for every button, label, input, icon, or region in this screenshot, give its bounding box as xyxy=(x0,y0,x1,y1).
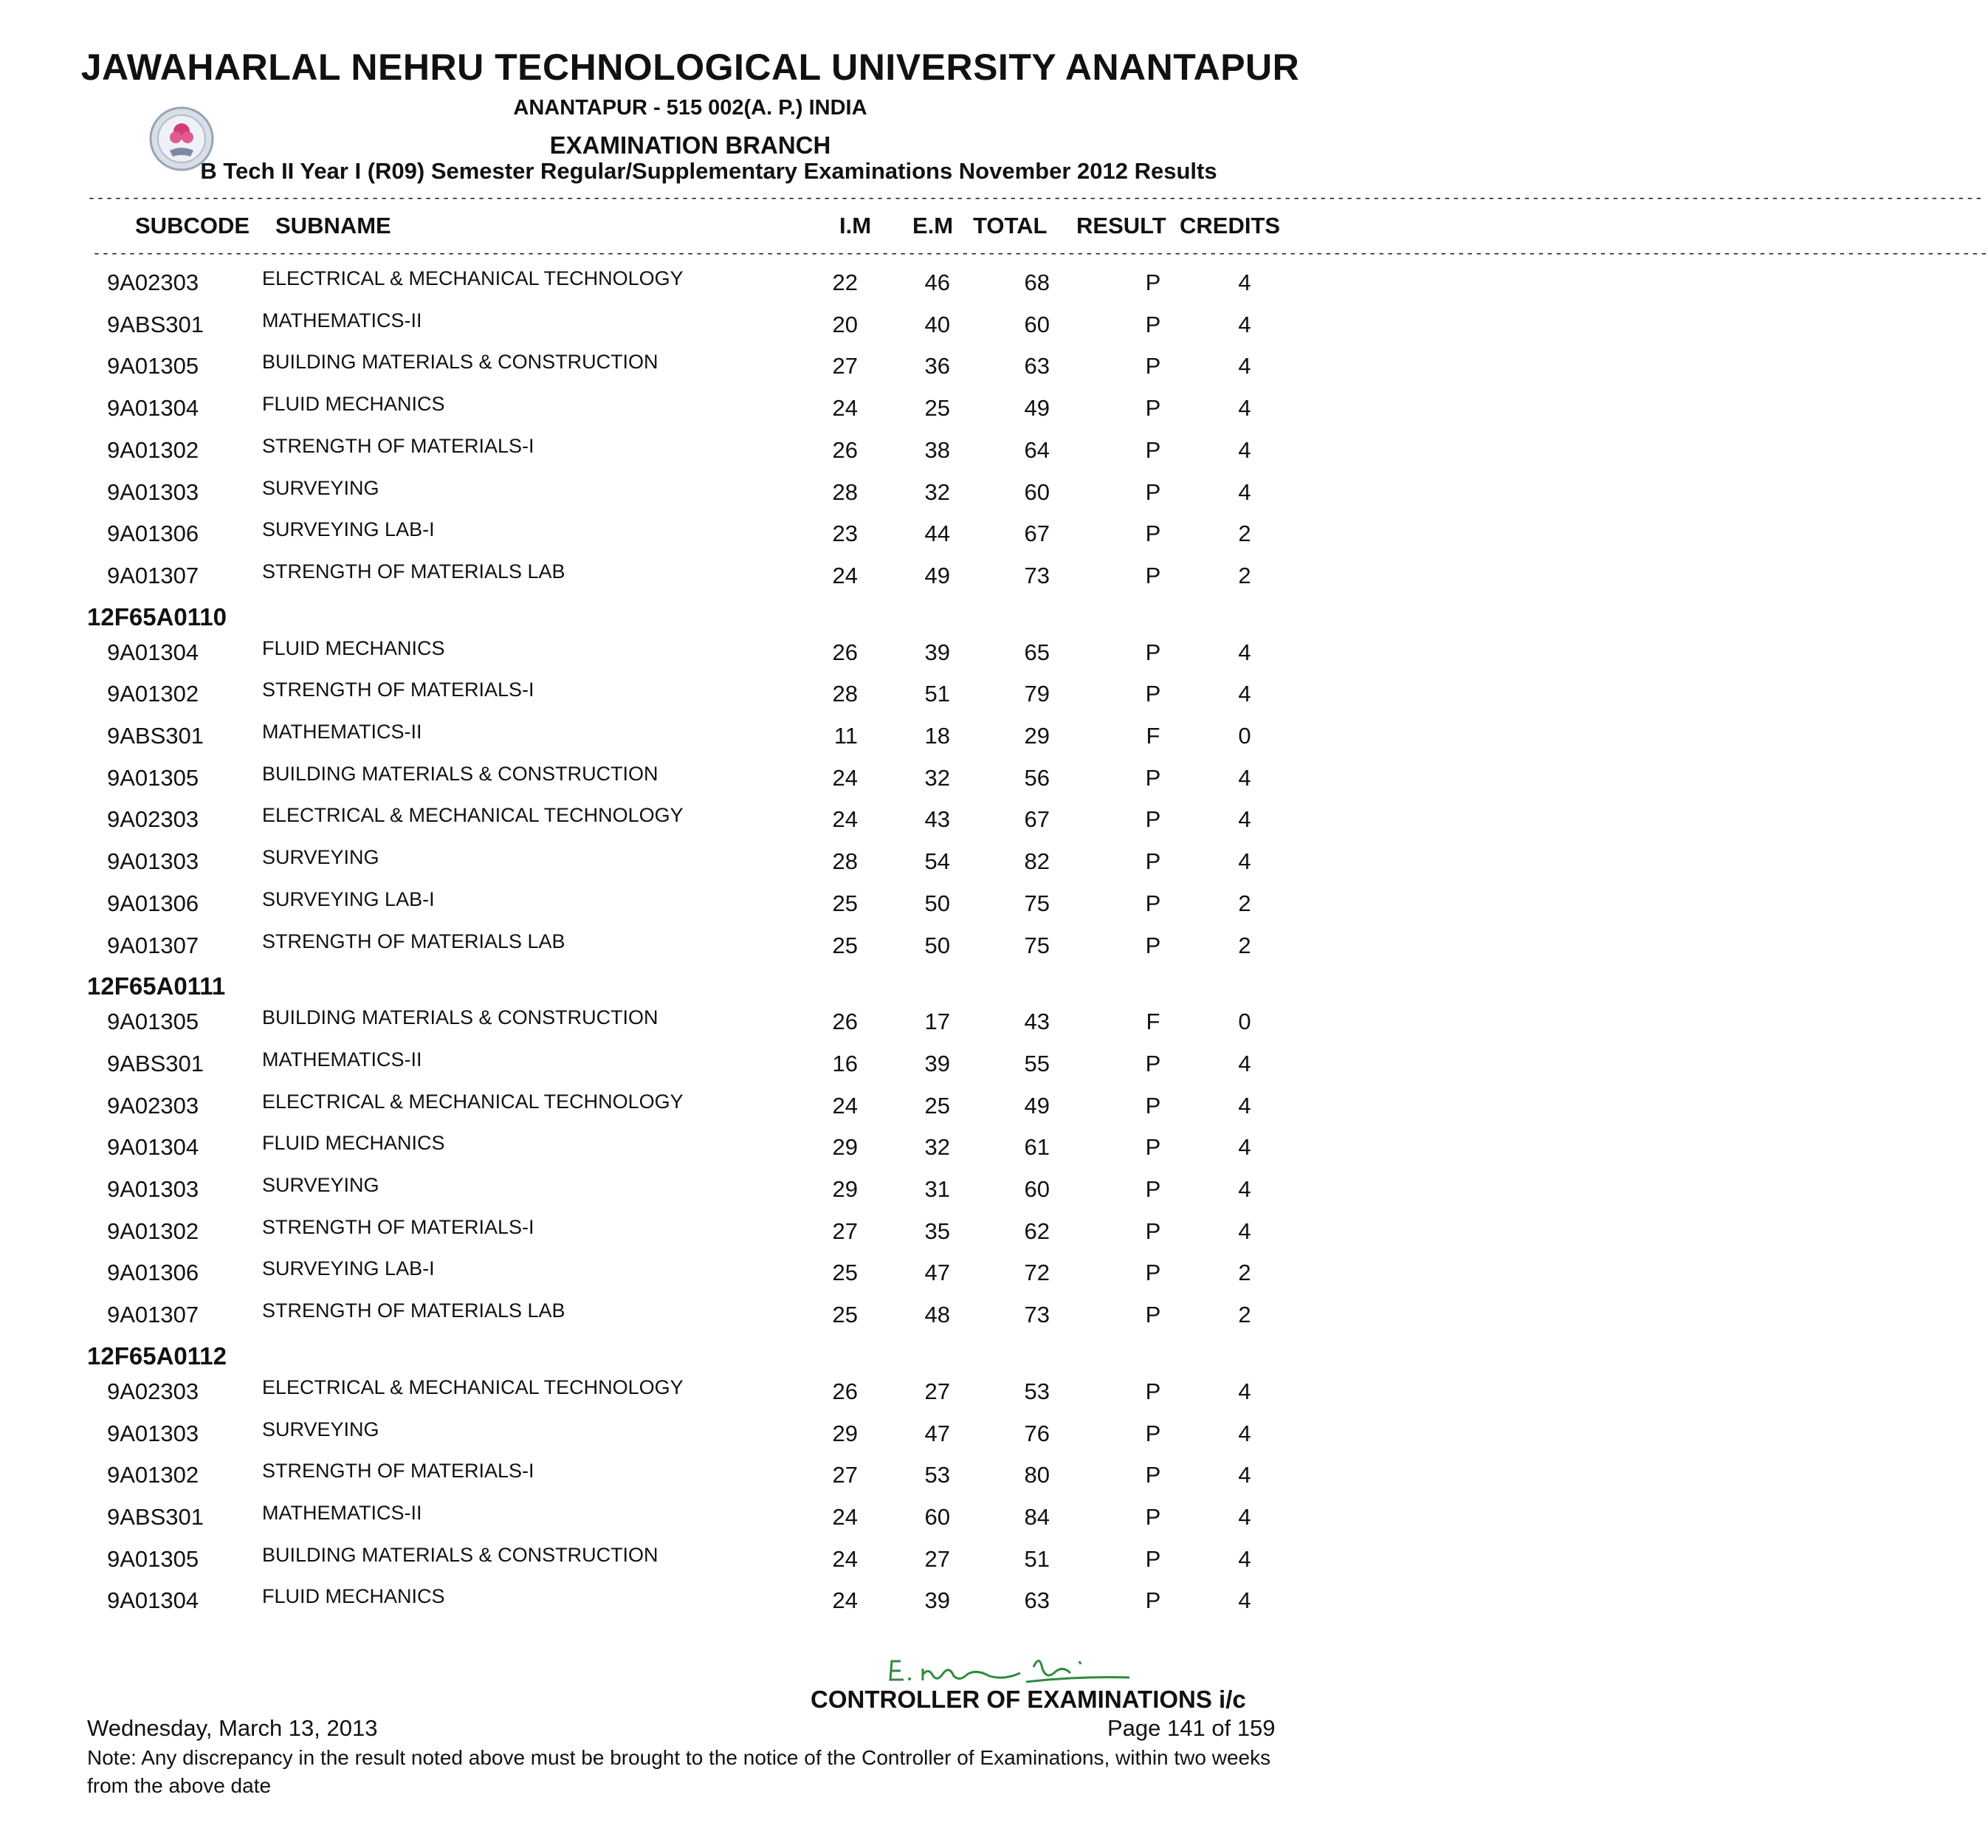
total-marks: 60 xyxy=(1024,311,1050,337)
external-marks: 43 xyxy=(924,806,950,833)
internal-marks: 24 xyxy=(832,395,858,422)
subject-name: STRENGTH OF MATERIALS-I xyxy=(262,1215,534,1238)
external-marks: 27 xyxy=(924,1378,950,1404)
result-status: P xyxy=(1145,1587,1161,1614)
internal-marks: 24 xyxy=(832,1545,858,1572)
result-status: P xyxy=(1145,1176,1161,1202)
internal-marks: 26 xyxy=(832,639,858,665)
internal-marks: 25 xyxy=(832,932,858,958)
subject-code: 9A02303 xyxy=(107,1378,199,1404)
header-subname: SUBNAME xyxy=(275,213,391,238)
internal-marks: 24 xyxy=(832,806,858,833)
subject-code: 9ABS301 xyxy=(107,723,204,749)
internal-marks: 24 xyxy=(832,562,858,588)
result-status: P xyxy=(1145,521,1161,547)
subject-code: 9A01307 xyxy=(107,1302,199,1328)
result-status: P xyxy=(1145,1420,1161,1446)
internal-marks: 24 xyxy=(832,1587,858,1614)
student-hallticket: 12F65A0112 xyxy=(87,1342,227,1370)
total-marks: 82 xyxy=(1024,848,1050,875)
examination-branch: EXAMINATION BRANCH xyxy=(549,131,831,159)
total-marks: 63 xyxy=(1024,1587,1050,1614)
total-marks: 73 xyxy=(1024,562,1050,588)
credits-earned: 4 xyxy=(1238,1217,1251,1244)
subject-name: STRENGTH OF MATERIALS-I xyxy=(262,1460,534,1483)
subject-code: 9A01304 xyxy=(107,395,199,422)
credits-earned: 4 xyxy=(1238,436,1251,463)
internal-marks: 28 xyxy=(832,681,858,707)
subject-name: ELECTRICAL & MECHANICAL TECHNOLOGY xyxy=(262,1090,684,1113)
subject-name: SURVEYING xyxy=(262,1174,379,1196)
subject-name: MATHEMATICS-II xyxy=(262,1501,422,1524)
external-marks: 38 xyxy=(924,436,950,463)
exam-title: B Tech II Year I (R09) Semester Regular/Supplementary Examinations November 2012 Results xyxy=(200,158,1217,184)
internal-marks: 11 xyxy=(833,723,858,749)
total-marks: 43 xyxy=(1024,1009,1050,1035)
external-marks: 31 xyxy=(924,1176,950,1202)
subject-code: 9ABS301 xyxy=(107,1050,204,1076)
credits-earned: 4 xyxy=(1238,681,1251,707)
credits-earned: 4 xyxy=(1238,395,1251,422)
total-marks: 51 xyxy=(1024,1545,1050,1572)
subject-name: SURVEYING LAB-I xyxy=(262,518,435,541)
credits-earned: 4 xyxy=(1238,1092,1251,1119)
external-marks: 25 xyxy=(924,1092,950,1119)
total-marks: 79 xyxy=(1024,681,1050,707)
result-status: P xyxy=(1145,1378,1161,1404)
total-marks: 60 xyxy=(1024,478,1050,505)
total-marks: 84 xyxy=(1024,1503,1050,1530)
total-marks: 55 xyxy=(1024,1050,1050,1076)
total-marks: 56 xyxy=(1024,764,1050,791)
subject-name: MATHEMATICS-II xyxy=(262,721,422,743)
result-status: P xyxy=(1145,478,1161,505)
subject-name: BUILDING MATERIALS & CONSTRUCTION xyxy=(262,1006,658,1029)
subject-code: 9A01302 xyxy=(107,681,199,707)
external-marks: 60 xyxy=(924,1503,950,1530)
result-status: P xyxy=(1145,681,1161,707)
total-marks: 62 xyxy=(1024,1217,1050,1244)
external-marks: 50 xyxy=(924,890,950,916)
internal-marks: 26 xyxy=(832,1009,858,1035)
result-status: P xyxy=(1145,848,1161,875)
internal-marks: 24 xyxy=(832,1503,858,1530)
subject-code: 9A01304 xyxy=(107,1134,199,1161)
internal-marks: 27 xyxy=(832,1217,858,1244)
result-status: P xyxy=(1145,1503,1161,1530)
external-marks: 39 xyxy=(924,1587,950,1614)
external-marks: 17 xyxy=(924,1009,950,1035)
external-marks: 54 xyxy=(924,848,950,875)
subject-name: FLUID MECHANICS xyxy=(262,636,445,659)
subject-code: 9A01304 xyxy=(107,1587,199,1614)
external-marks: 46 xyxy=(924,269,950,295)
credits-earned: 4 xyxy=(1238,1134,1251,1161)
credits-earned: 4 xyxy=(1238,478,1251,505)
external-marks: 32 xyxy=(924,764,950,791)
result-status: P xyxy=(1145,353,1161,379)
total-marks: 65 xyxy=(1024,639,1050,665)
subject-name: FLUID MECHANICS xyxy=(262,1132,445,1155)
controller-signature xyxy=(886,1639,1159,1691)
result-status: P xyxy=(1145,1260,1161,1286)
internal-marks: 28 xyxy=(832,848,858,875)
subject-code: 9A01305 xyxy=(107,1545,199,1572)
student-hallticket: 12F65A0111 xyxy=(87,972,226,1000)
internal-marks: 24 xyxy=(832,764,858,791)
internal-marks: 27 xyxy=(832,353,858,379)
subject-code: 9A01303 xyxy=(107,478,199,505)
credits-earned: 0 xyxy=(1238,1009,1251,1035)
page-number: Page 141 of 159 xyxy=(1107,1715,1276,1741)
internal-marks: 27 xyxy=(832,1462,858,1488)
total-marks: 67 xyxy=(1024,806,1050,833)
result-status: P xyxy=(1145,395,1161,422)
credits-earned: 2 xyxy=(1238,1260,1251,1286)
subject-name: STRENGTH OF MATERIALS LAB xyxy=(262,1299,565,1322)
credits-earned: 4 xyxy=(1238,1050,1251,1076)
subject-code: 9A01303 xyxy=(107,1176,199,1202)
subject-code: 9A01303 xyxy=(107,1420,199,1446)
subject-name: STRENGTH OF MATERIALS-I xyxy=(262,679,534,701)
total-marks: 61 xyxy=(1024,1134,1050,1161)
credits-earned: 4 xyxy=(1238,1420,1251,1446)
result-status: P xyxy=(1145,639,1161,665)
external-marks: 51 xyxy=(924,681,950,707)
result-status: P xyxy=(1145,436,1161,463)
result-status: P xyxy=(1145,562,1161,588)
external-marks: 32 xyxy=(924,1134,950,1161)
subject-name: BUILDING MATERIALS & CONSTRUCTION xyxy=(262,351,658,374)
subject-code: 9A02303 xyxy=(107,269,199,295)
result-status: P xyxy=(1145,932,1161,958)
result-status: P xyxy=(1145,806,1161,833)
external-marks: 49 xyxy=(924,562,950,588)
result-status: P xyxy=(1145,1545,1161,1572)
external-marks: 48 xyxy=(924,1302,950,1328)
credits-earned: 4 xyxy=(1238,1503,1251,1530)
total-marks: 76 xyxy=(1024,1420,1050,1446)
divider-header: ---------------------------------------------------------------------------------------------------------------------------------------------------------------------------------------------------------------------- xyxy=(92,246,1988,263)
credits-earned: 4 xyxy=(1238,311,1251,337)
university-title: JAWAHARLAL NEHRU TECHNOLOGICAL UNIVERSITY ANANTAPUR xyxy=(80,47,1300,88)
subject-name: SURVEYING xyxy=(262,846,379,869)
subject-code: 9A01306 xyxy=(107,890,199,916)
divider-top: ---------------------------------------------------------------------------------------------------------------------------------------------------------------------------------------------------------------------- xyxy=(87,190,1984,207)
subject-name: ELECTRICAL & MECHANICAL TECHNOLOGY xyxy=(262,1375,684,1398)
total-marks: 80 xyxy=(1024,1462,1050,1488)
credits-earned: 4 xyxy=(1238,1587,1251,1614)
subject-code: 9A02303 xyxy=(107,806,199,833)
external-marks: 18 xyxy=(924,723,950,749)
internal-marks: 29 xyxy=(832,1176,858,1202)
subject-code: 9A02303 xyxy=(107,1092,199,1119)
external-marks: 39 xyxy=(924,1050,950,1076)
subject-name: ELECTRICAL & MECHANICAL TECHNOLOGY xyxy=(262,267,684,289)
internal-marks: 26 xyxy=(832,1378,858,1404)
credits-earned: 2 xyxy=(1238,562,1251,588)
subject-name: SURVEYING xyxy=(262,476,379,499)
total-marks: 67 xyxy=(1024,521,1050,547)
credits-earned: 4 xyxy=(1238,1545,1251,1572)
external-marks: 25 xyxy=(924,395,950,422)
result-status: P xyxy=(1145,1462,1161,1488)
result-status: P xyxy=(1145,1092,1161,1119)
university-address: ANANTAPUR - 515 002(A. P.) INDIA xyxy=(513,96,867,120)
subject-code: 9A01305 xyxy=(107,764,199,791)
external-marks: 32 xyxy=(924,478,950,505)
total-marks: 73 xyxy=(1024,1302,1050,1328)
total-marks: 53 xyxy=(1024,1378,1050,1404)
internal-marks: 20 xyxy=(832,311,858,337)
result-date: Wednesday, March 13, 2013 xyxy=(87,1715,378,1741)
credits-earned: 4 xyxy=(1238,269,1251,295)
header-im: I.M xyxy=(839,213,872,238)
subject-code: 9A01305 xyxy=(107,353,199,379)
internal-marks: 25 xyxy=(832,1260,858,1286)
result-status: P xyxy=(1145,1217,1161,1244)
internal-marks: 29 xyxy=(832,1134,858,1161)
result-status: F xyxy=(1146,723,1160,749)
total-marks: 60 xyxy=(1024,1176,1050,1202)
header-subcode: SUBCODE xyxy=(135,213,250,238)
total-marks: 49 xyxy=(1024,1092,1050,1119)
result-status: P xyxy=(1145,311,1161,337)
internal-marks: 23 xyxy=(832,521,858,547)
subject-name: STRENGTH OF MATERIALS LAB xyxy=(262,560,565,583)
subject-name: SURVEYING xyxy=(262,1418,379,1440)
subject-name: ELECTRICAL & MECHANICAL TECHNOLOGY xyxy=(262,804,684,827)
total-marks: 49 xyxy=(1024,395,1050,422)
subject-code: 9ABS301 xyxy=(107,1503,204,1530)
total-marks: 63 xyxy=(1024,353,1050,379)
internal-marks: 25 xyxy=(832,890,858,916)
student-hallticket: 12F65A0110 xyxy=(87,602,227,631)
total-marks: 29 xyxy=(1024,723,1050,749)
discrepancy-note: Note: Any discrepancy in the result noted above must be brought to the notice of the Controller of Examinations, within two weeks from the above date xyxy=(87,1746,1271,1797)
external-marks: 47 xyxy=(924,1420,950,1446)
credits-earned: 2 xyxy=(1238,521,1251,547)
subject-name: BUILDING MATERIALS & CONSTRUCTION xyxy=(262,762,658,785)
external-marks: 27 xyxy=(924,1545,950,1572)
credits-earned: 0 xyxy=(1238,723,1251,749)
total-marks: 75 xyxy=(1024,890,1050,916)
subject-code: 9A01306 xyxy=(107,1260,199,1286)
subject-name: SURVEYING LAB-I xyxy=(262,887,435,910)
credits-earned: 4 xyxy=(1238,639,1251,665)
credits-earned: 2 xyxy=(1238,932,1251,958)
subject-name: SURVEYING LAB-I xyxy=(262,1257,435,1280)
external-marks: 39 xyxy=(924,639,950,665)
external-marks: 35 xyxy=(924,1217,950,1244)
subject-code: 9A01306 xyxy=(107,521,199,547)
internal-marks: 29 xyxy=(832,1420,858,1446)
header-em: E.M xyxy=(912,213,954,238)
external-marks: 50 xyxy=(924,932,950,958)
internal-marks: 25 xyxy=(832,1302,858,1328)
subject-name: BUILDING MATERIALS & CONSTRUCTION xyxy=(262,1543,658,1566)
subject-name: STRENGTH OF MATERIALS LAB xyxy=(262,930,565,952)
credits-earned: 4 xyxy=(1238,1462,1251,1488)
credits-earned: 2 xyxy=(1238,1302,1251,1328)
subject-name: FLUID MECHANICS xyxy=(262,393,445,416)
subject-code: 9A01302 xyxy=(107,1462,199,1488)
internal-marks: 22 xyxy=(832,269,858,295)
total-marks: 72 xyxy=(1024,1260,1050,1286)
subject-name: FLUID MECHANICS xyxy=(262,1585,445,1608)
subject-code: 9A01304 xyxy=(107,639,199,665)
total-marks: 75 xyxy=(1024,932,1050,958)
header-result: RESULT xyxy=(1076,213,1166,238)
subject-code: 9ABS301 xyxy=(107,311,204,337)
subject-code: 9A01307 xyxy=(107,932,199,958)
result-status: P xyxy=(1145,1134,1161,1161)
credits-earned: 4 xyxy=(1238,806,1251,833)
subject-name: MATHEMATICS-II xyxy=(262,309,422,332)
controller-title: CONTROLLER OF EXAMINATIONS i/c xyxy=(811,1686,1246,1713)
credits-earned: 4 xyxy=(1238,1176,1251,1202)
external-marks: 36 xyxy=(924,353,950,379)
internal-marks: 28 xyxy=(832,478,858,505)
external-marks: 44 xyxy=(924,521,950,547)
result-status: P xyxy=(1145,764,1161,791)
internal-marks: 24 xyxy=(832,1092,858,1119)
external-marks: 53 xyxy=(924,1462,950,1488)
total-marks: 68 xyxy=(1024,269,1050,295)
result-status: P xyxy=(1145,1302,1161,1328)
subject-name: STRENGTH OF MATERIALS-I xyxy=(262,434,534,457)
header-credits: CREDITS xyxy=(1180,213,1281,238)
header-total: TOTAL xyxy=(973,213,1048,238)
result-status: P xyxy=(1145,890,1161,916)
credits-earned: 4 xyxy=(1238,848,1251,875)
external-marks: 40 xyxy=(924,311,950,337)
result-status: P xyxy=(1145,1050,1161,1076)
external-marks: 47 xyxy=(924,1260,950,1286)
subject-code: 9A01307 xyxy=(107,562,199,588)
credits-earned: 4 xyxy=(1238,764,1251,791)
credits-earned: 4 xyxy=(1238,353,1251,379)
subject-code: 9A01305 xyxy=(107,1009,199,1035)
internal-marks: 26 xyxy=(832,436,858,463)
total-marks: 64 xyxy=(1024,436,1050,463)
subject-code: 9A01302 xyxy=(107,436,199,463)
subject-name: MATHEMATICS-II xyxy=(262,1048,422,1071)
internal-marks: 16 xyxy=(832,1050,858,1076)
credits-earned: 4 xyxy=(1238,1378,1251,1404)
result-status: P xyxy=(1145,269,1161,295)
subject-code: 9A01303 xyxy=(107,848,199,875)
result-status: F xyxy=(1146,1009,1160,1035)
subject-code: 9A01302 xyxy=(107,1217,199,1244)
credits-earned: 2 xyxy=(1238,890,1251,916)
